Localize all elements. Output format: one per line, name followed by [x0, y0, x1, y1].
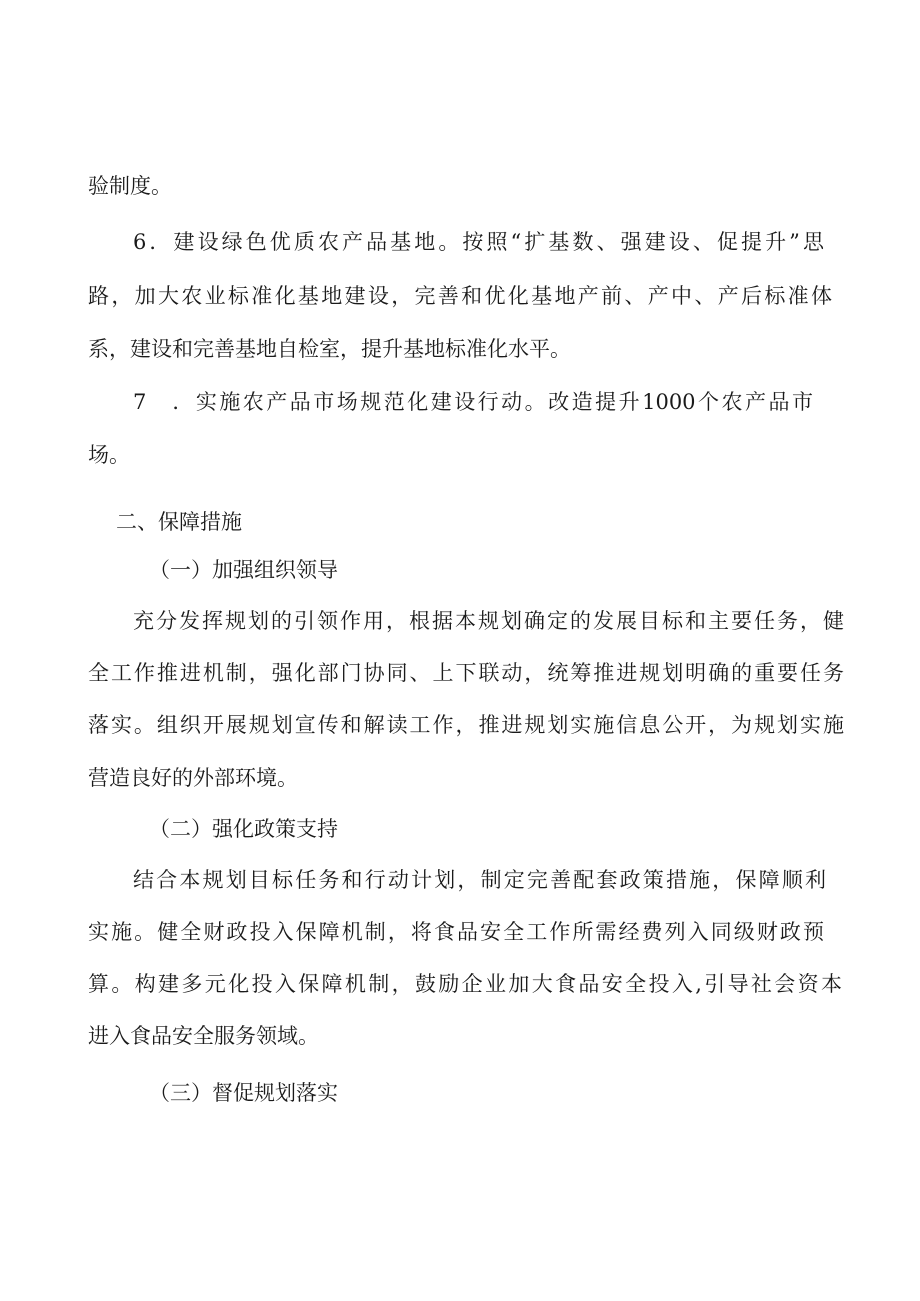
- paragraph-line: 场。: [88, 443, 130, 467]
- paragraph-line: 营造良好的外部环境。: [88, 766, 298, 790]
- section-heading: 二、保障措施: [116, 510, 242, 534]
- list-item-6-heading: 6．建设绿色优质农产品基地。按照“扩基数、强建设、促提升”思: [133, 230, 824, 254]
- list-item-7-heading: 7 ．实施农产品市场规范化建设行动。改造提升1000个农产品市: [133, 390, 813, 414]
- paragraph-line: 进入食品安全服务领域。: [88, 1024, 319, 1048]
- paragraph-line: 全工作推进机制，强化部门协同、上下联动，统筹推进规划明确的重要任务: [88, 661, 844, 685]
- paragraph-line: 算。构建多元化投入保障机制，鼓励企业加大食品安全投入,引导社会资本: [88, 972, 842, 996]
- subsection-heading: （三）督促规划落实: [149, 1081, 338, 1105]
- subsection-heading: （二）强化政策支持: [149, 817, 338, 841]
- paragraph-line: 落实。组织开展规划宣传和解读工作，推进规划实施信息公开，为规划实施: [88, 713, 844, 737]
- paragraph-line: 实施。健全财政投入保障机制，将食品安全工作所需经费列入同级财政预: [88, 920, 824, 944]
- subsection-heading: （一）加强组织领导: [149, 558, 338, 582]
- paragraph-line: 验制度。: [88, 174, 172, 198]
- paragraph-line: 充分发挥规划的引领作用，根据本规划确定的发展目标和主要任务，健: [133, 609, 844, 633]
- paragraph-line: 系，建设和完善基地自检室，提升基地标准化水平。: [88, 337, 571, 361]
- paragraph-line: 结合本规划目标任务和行动计划，制定完善配套政策措施，保障顺利: [133, 868, 826, 892]
- paragraph-line: 路，加大农业标准化基地建设，完善和优化基地产前、产中、产后标准体: [88, 284, 832, 308]
